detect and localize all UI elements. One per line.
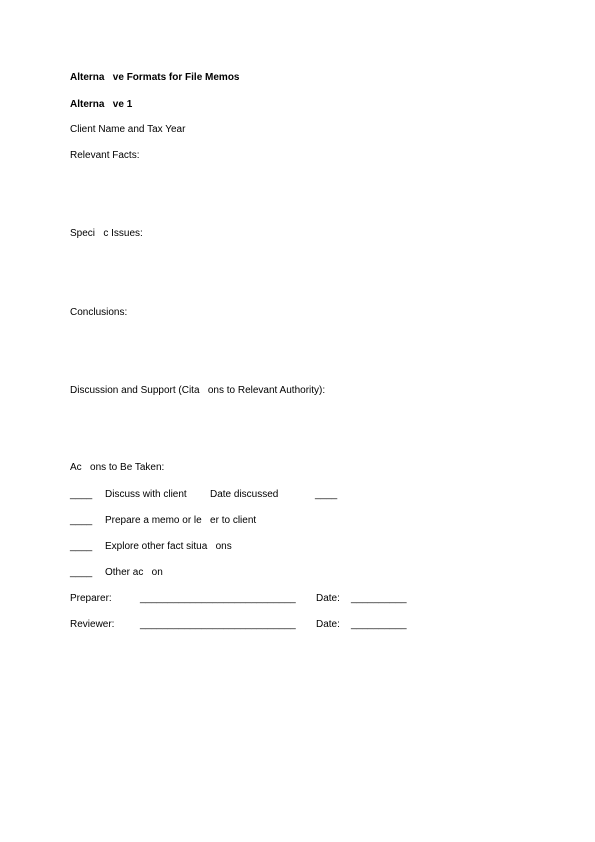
action-blank[interactable]: ____ xyxy=(70,515,93,526)
client-name-label: Client Name and Tax Year xyxy=(70,124,186,135)
section-subtitle: Alterna ve 1 xyxy=(70,99,133,110)
conclusions-label: Conclusions: xyxy=(70,307,128,318)
preparer-date-line[interactable]: __________ xyxy=(351,593,407,604)
date-discussed-blank[interactable]: ____ xyxy=(315,489,338,500)
specific-issues-label: Speci c Issues: xyxy=(70,228,143,239)
reviewer-signature-line[interactable]: ____________________________ xyxy=(140,619,296,630)
preparer-date-label: Date: xyxy=(316,593,340,604)
action-item-label: Prepare a memo or le er to client xyxy=(105,515,257,526)
action-blank[interactable]: ____ xyxy=(70,489,93,500)
date-discussed-label: Date discussed xyxy=(210,489,279,500)
reviewer-date-label: Date: xyxy=(316,619,340,630)
preparer-signature-line[interactable]: ____________________________ xyxy=(140,593,296,604)
action-blank[interactable]: ____ xyxy=(70,541,93,552)
discussion-label: Discussion and Support (Cita ons to Relevant Authority): xyxy=(70,385,326,396)
reviewer-date-line[interactable]: __________ xyxy=(351,619,407,630)
actions-label: Ac ons to Be Taken: xyxy=(70,462,165,473)
action-item-label: Explore other fact situa ons xyxy=(105,541,232,552)
action-item-label: Other ac on xyxy=(105,567,163,578)
document-title: Alterna ve Formats for File Memos xyxy=(70,72,240,83)
action-item-label: Discuss with client xyxy=(105,489,187,500)
relevant-facts-label: Relevant Facts: xyxy=(70,150,140,161)
preparer-label: Preparer: xyxy=(70,593,112,604)
reviewer-label: Reviewer: xyxy=(70,619,115,630)
action-blank[interactable]: ____ xyxy=(70,567,93,578)
